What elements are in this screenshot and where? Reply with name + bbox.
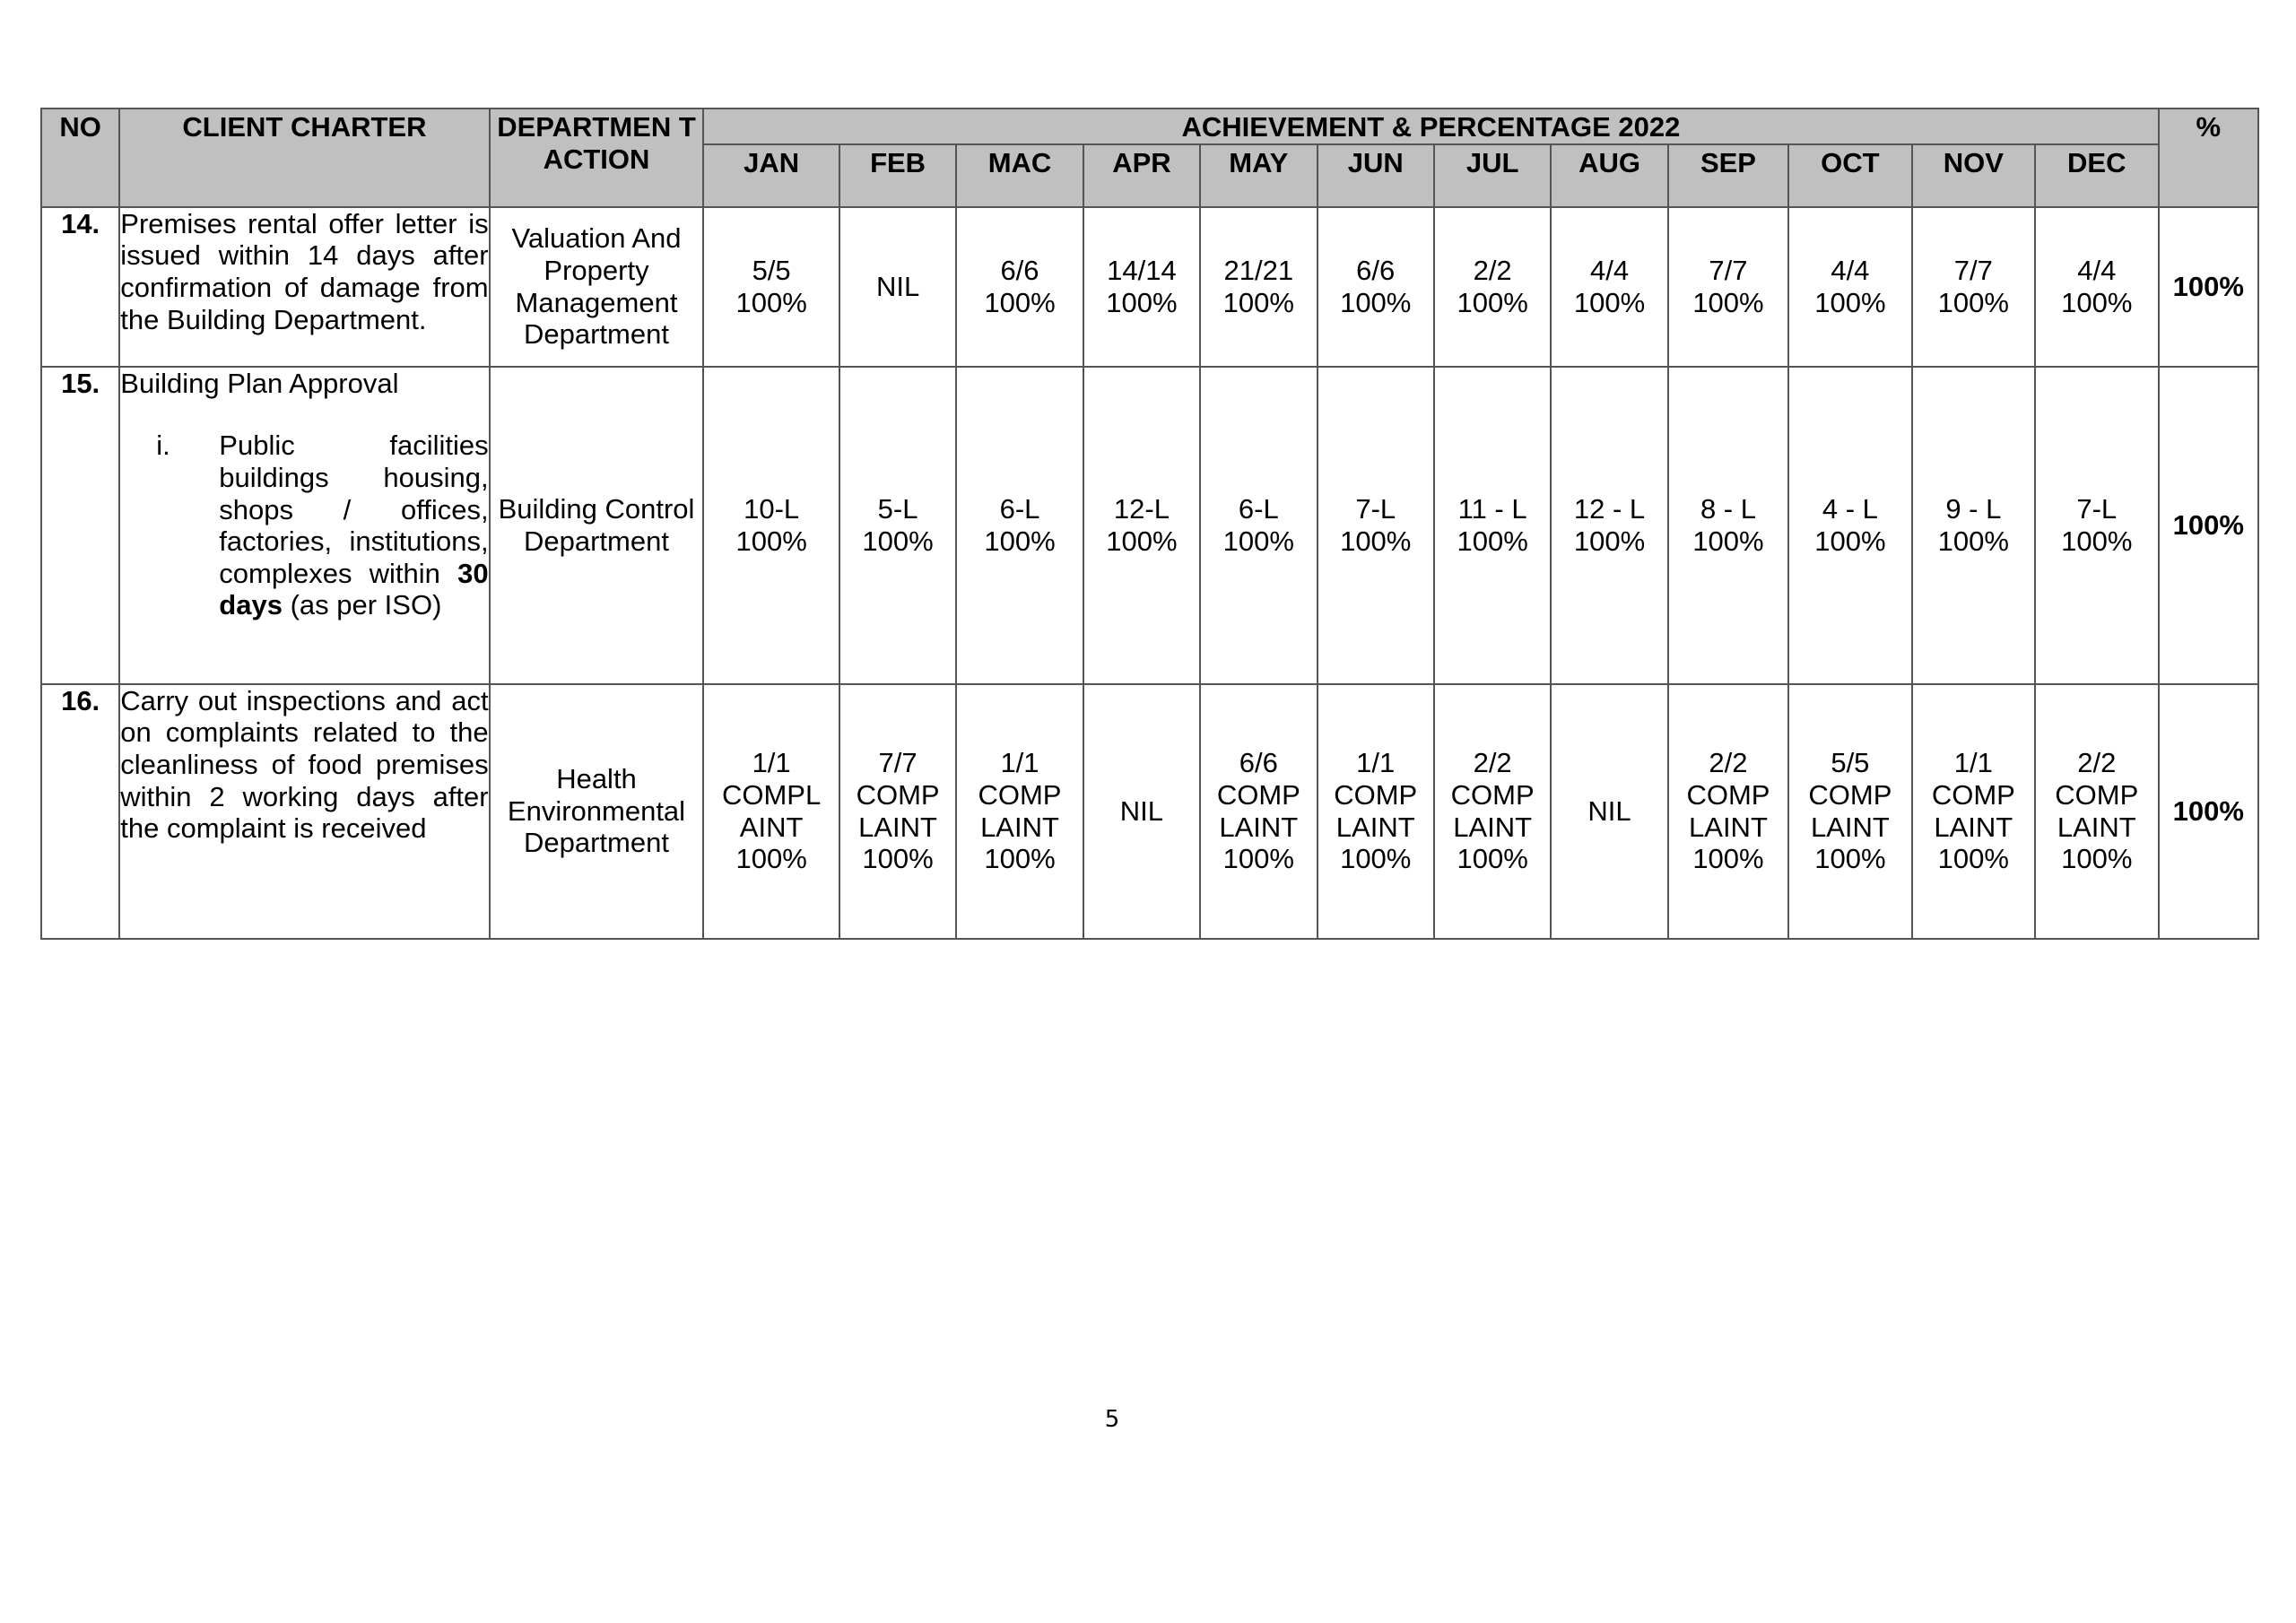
- header-department-action: DEPARTMEN T ACTION: [490, 108, 704, 207]
- month-cell: [1200, 207, 1317, 367]
- month-value-line: 1/1: [1953, 747, 1993, 779]
- month-cell: [1083, 367, 1200, 684]
- month-value-line: 100%: [1573, 525, 1646, 557]
- month-cell: [2035, 684, 2158, 939]
- month-value-line: 100%: [1692, 843, 1764, 875]
- month-cell: [1318, 367, 1434, 684]
- header-month: JUL: [1434, 144, 1551, 207]
- month-cell: [1318, 684, 1434, 939]
- month-cell: [703, 684, 839, 939]
- month-cell: [703, 367, 839, 684]
- month-cell: [1912, 684, 2035, 939]
- month-value-line: 100%: [1340, 286, 1412, 318]
- month-value-line: AINT: [739, 811, 804, 843]
- list-marker: i.: [156, 430, 170, 462]
- charter-item-tail: (as per ISO): [290, 589, 442, 621]
- month-value-line: 21/21: [1223, 255, 1294, 286]
- month-value-line: 4 - L: [1822, 493, 1878, 525]
- month-value-line: COMP: [1216, 779, 1300, 811]
- month-value-line: 2/2: [1473, 747, 1512, 779]
- month-value-line: 7/7: [1709, 255, 1748, 286]
- row-number: 16.: [41, 684, 119, 939]
- month-cell: [1434, 207, 1551, 367]
- month-value-line: LAINT: [1810, 811, 1890, 843]
- month-value-line: 7-L: [1355, 493, 1396, 525]
- month-value-line: 100%: [984, 525, 1056, 557]
- client-charter-table: [40, 108, 2259, 940]
- row-total-percent: 100%: [2159, 207, 2259, 367]
- month-value-line: 1/1: [1000, 747, 1039, 779]
- month-cell: [1318, 207, 1434, 367]
- month-value-line: 100%: [1937, 286, 2009, 318]
- month-value-line: 100%: [1814, 843, 1886, 875]
- month-cell: [1668, 207, 1788, 367]
- month-cell: [1434, 684, 1551, 939]
- month-value-line: 9 - L: [1945, 493, 2002, 525]
- header-no: NO: [41, 108, 119, 207]
- month-value-line: 12-L: [1113, 493, 1170, 525]
- month-cell: [839, 367, 956, 684]
- month-cell: [956, 684, 1083, 939]
- month-value-line: 6/6: [1000, 255, 1039, 286]
- month-value-line: 4/4: [1831, 255, 1870, 286]
- month-cell: [1788, 207, 1911, 367]
- department-name: Health Environmental Department: [490, 684, 704, 939]
- month-value-line: LAINT: [1689, 811, 1768, 843]
- header-month: MAY: [1200, 144, 1317, 207]
- month-value-line: COMP: [1686, 779, 1770, 811]
- month-value-line: 100%: [862, 525, 934, 557]
- month-value-line: 5/5: [752, 255, 791, 286]
- month-value-line: LAINT: [858, 811, 937, 843]
- month-value-line: 100%: [984, 843, 1056, 875]
- month-value-line: 100%: [1106, 525, 1178, 557]
- header-month: NOV: [1912, 144, 2035, 207]
- header-percent: %: [2159, 108, 2259, 207]
- month-value-line: 8 - L: [1700, 493, 1756, 525]
- month-value-line: COMP: [856, 779, 940, 811]
- month-value-line: 6-L: [999, 493, 1040, 525]
- month-cell: [1551, 684, 1667, 939]
- month-value-line: 100%: [1814, 525, 1886, 557]
- month-cell: [1200, 367, 1317, 684]
- charter-item-deadline: 30 days: [219, 557, 489, 621]
- month-value-line: NIL: [1119, 794, 1164, 827]
- month-value-line: NIL: [1587, 794, 1631, 827]
- month-value-line: 100%: [984, 286, 1056, 318]
- charter-description: [119, 367, 489, 684]
- month-value-line: 12 - L: [1573, 493, 1646, 525]
- month-cell: [703, 207, 839, 367]
- month-value-line: COMP: [1334, 779, 1418, 811]
- month-value-line: 2/2: [2077, 747, 2117, 779]
- month-value-line: 5-L: [877, 493, 918, 525]
- month-value-line: 100%: [1457, 843, 1528, 875]
- month-cell: [1551, 207, 1667, 367]
- month-cell: [1668, 367, 1788, 684]
- header-month: APR: [1083, 144, 1200, 207]
- month-value-line: 100%: [2061, 843, 2133, 875]
- month-value-line: 5/5: [1831, 747, 1870, 779]
- month-value-line: LAINT: [1335, 811, 1415, 843]
- month-cell: [1083, 207, 1200, 367]
- month-value-line: LAINT: [1219, 811, 1299, 843]
- header-achievement: ACHIEVEMENT & PERCENTAGE 2022: [703, 108, 2158, 144]
- month-cell: [1668, 684, 1788, 939]
- month-cell: [1912, 207, 2035, 367]
- charter-title: Building Plan Approval: [120, 367, 399, 399]
- month-value-line: 7/7: [1953, 255, 1993, 286]
- charter-description: Premises rental offer letter is issued within 14 days after confirmation of damage from the Building Department.: [119, 207, 489, 367]
- month-value-line: LAINT: [1934, 811, 2013, 843]
- month-value-line: 100%: [735, 525, 807, 557]
- month-value-line: 2/2: [1473, 255, 1512, 286]
- month-cell: [1551, 367, 1667, 684]
- month-value-line: 100%: [1222, 525, 1294, 557]
- month-value-line: 100%: [2061, 286, 2133, 318]
- month-value-line: LAINT: [980, 811, 1059, 843]
- month-cell: [839, 684, 956, 939]
- department-name: Building Control Department: [490, 367, 704, 684]
- month-value-line: 100%: [1937, 525, 2009, 557]
- month-value-line: 7/7: [878, 747, 918, 779]
- month-value-line: 11 - L: [1457, 493, 1527, 525]
- month-value-line: 100%: [1222, 286, 1294, 318]
- month-value-line: 100%: [735, 843, 807, 875]
- month-cell: [2035, 207, 2158, 367]
- month-cell: [1434, 367, 1551, 684]
- header-month: JAN: [703, 144, 839, 207]
- month-cell: [839, 207, 956, 367]
- charter-sublist: [120, 430, 488, 621]
- month-value-line: 1/1: [752, 747, 791, 779]
- month-value-line: 7-L: [2076, 493, 2118, 525]
- row-total-percent: 100%: [2159, 367, 2259, 684]
- month-cell: [1788, 367, 1911, 684]
- header-month: FEB: [839, 144, 956, 207]
- table-row: [41, 367, 2258, 684]
- month-value-line: LAINT: [1453, 811, 1533, 843]
- month-value-line: 6-L: [1238, 493, 1279, 525]
- month-value-line: 4/4: [1589, 255, 1630, 286]
- month-value-line: LAINT: [2057, 811, 2136, 843]
- page-number: 5: [1104, 1406, 1120, 1433]
- month-value-line: COMPL: [721, 779, 822, 811]
- month-value-line: 6/6: [1356, 255, 1396, 286]
- month-value-line: 4/4: [2077, 255, 2117, 286]
- month-value-line: COMP: [1450, 779, 1535, 811]
- month-value-line: 100%: [2061, 525, 2133, 557]
- month-value-line: 100%: [1222, 843, 1294, 875]
- month-cell: [1200, 684, 1317, 939]
- month-value-line: 100%: [1937, 843, 2009, 875]
- header-month: OCT: [1788, 144, 1911, 207]
- table-row: [41, 207, 2258, 367]
- month-value-line: 1/1: [1356, 747, 1396, 779]
- month-value-line: 100%: [1457, 286, 1528, 318]
- month-value-line: 100%: [735, 286, 807, 318]
- row-number: 15.: [41, 367, 119, 684]
- table-row: [41, 684, 2258, 939]
- month-value-line: 6/6: [1239, 747, 1278, 779]
- month-value-line: 14/14: [1107, 255, 1177, 286]
- row-total-percent: 100%: [2159, 684, 2259, 939]
- header-client-charter: CLIENT CHARTER: [119, 108, 489, 207]
- row-number: 14.: [41, 207, 119, 367]
- charter-description: Carry out inspections and act on complaints related to the cleanliness of food premises within 2 working days after the complaint is received: [119, 684, 489, 939]
- month-value-line: COMP: [1808, 779, 1892, 811]
- month-value-line: 100%: [1692, 525, 1764, 557]
- month-value-line: 100%: [1573, 286, 1646, 318]
- month-cell: [1083, 684, 1200, 939]
- month-value-line: 2/2: [1709, 747, 1748, 779]
- header-month: SEP: [1668, 144, 1788, 207]
- month-cell: [956, 367, 1083, 684]
- month-value-line: 100%: [1814, 286, 1886, 318]
- month-value-line: 100%: [1340, 843, 1412, 875]
- month-value-line: COMP: [2055, 779, 2139, 811]
- table-header: [41, 108, 2258, 207]
- department-name: Valuation And Property Management Department: [490, 207, 704, 367]
- month-value-line: COMP: [978, 779, 1062, 811]
- month-value-line: 100%: [862, 843, 934, 875]
- month-value-line: 100%: [1457, 525, 1528, 557]
- month-value-line: COMP: [1931, 779, 2015, 811]
- month-value-line: 100%: [1692, 286, 1764, 318]
- month-value-line: NIL: [875, 270, 920, 302]
- month-cell: [2035, 367, 2158, 684]
- charter-item-text: [219, 430, 488, 621]
- month-cell: [1788, 684, 1911, 939]
- header-month: MAC: [956, 144, 1083, 207]
- month-cell: [1912, 367, 2035, 684]
- charter-item-main: Public facilities buildings housing, shops / offices, factories, institutions, complexes within: [219, 430, 489, 589]
- month-value-line: 100%: [1340, 525, 1412, 557]
- header-month: DEC: [2035, 144, 2158, 207]
- header-month: JUN: [1318, 144, 1434, 207]
- header-month: AUG: [1551, 144, 1667, 207]
- month-value-line: 100%: [1106, 286, 1178, 318]
- month-value-line: 10-L: [744, 493, 800, 525]
- month-cell: [956, 207, 1083, 367]
